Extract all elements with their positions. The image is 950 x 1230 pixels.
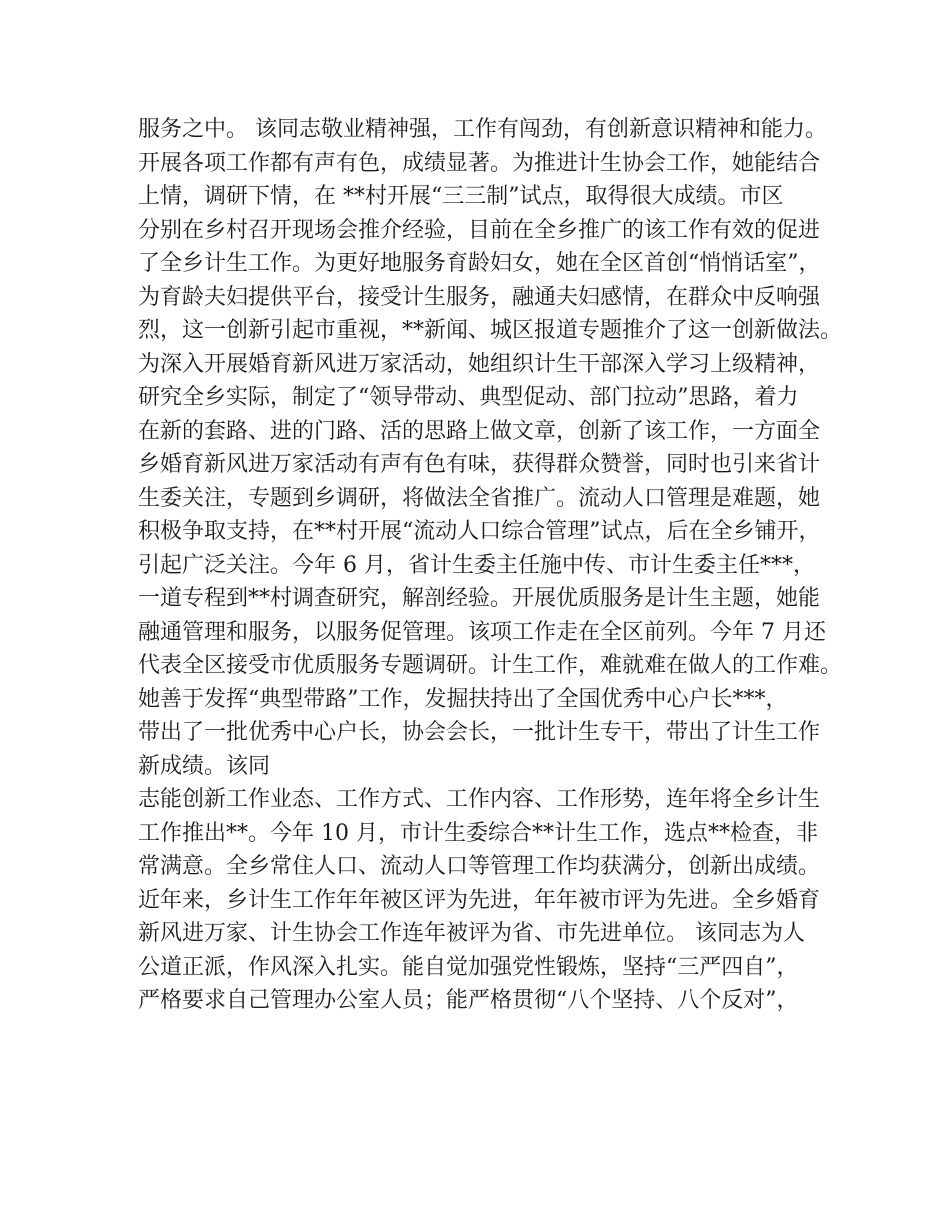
text-line: 为育龄夫妇提供平台，接受计生服务，融通夫妇感情，在群众中反响强 <box>138 284 821 310</box>
text-line: 她善于发挥“典型带路”工作，发掘扶持出了全国优秀中心户长***， <box>138 686 788 712</box>
text-line: 为深入开展婚育新风进万家活动，她组织计生干部深入学习上级精神， <box>138 351 821 377</box>
text-line: 开展各项工作都有声有色，成绩显著。为推进计生协会工作，她能结合 <box>138 150 821 176</box>
text-line: 一道专程到**村调查研究，解剖经验。开展优质服务是计生主题，她能 <box>138 586 821 611</box>
text-line: 常满意。全乡常住人口、流动人口等管理工作均获满分，创新出成绩。 <box>138 854 821 879</box>
text-line: 服务之中。 该同志敬业精神强，工作有闯劲，有创新意识精神和能力。 <box>138 117 827 142</box>
text-line: 严格要求自己管理办公室人员；能严格贯彻“八个坚持、八个反对”， <box>138 988 799 1013</box>
text-line: 工作推出**。今年 10 月，市计生委综合**计生工作，选点**检查，非 <box>138 820 818 846</box>
text-line: 了全乡计生工作。为更好地服务育龄妇女，她在全区首创“悄悄话室”， <box>138 251 821 276</box>
text-line: 分别在乡村召开现场会推介经验，目前在全乡推广的该工作有效的促进 <box>138 217 821 243</box>
text-line: 上情，调研下情，在 **村开展“三三制”试点，取得很大成绩。市区 <box>138 184 784 209</box>
text-line: 烈，这一创新引起市重视，**新闻、城区报道专题推介了这一创新做法。 <box>138 318 843 343</box>
text-line: 研究全乡实际，制定了“领导带动、典型促动、部门拉动”思路，着力 <box>138 385 799 410</box>
text-line: 积极争取支持，在**村开展“流动人口综合管理”试点，后在全乡铺开， <box>138 519 821 544</box>
body-text <box>138 113 843 1018</box>
text-line: 引起广泛关注。今年 6 月，省计生委主任施中传、市计生委主任***， <box>138 552 815 578</box>
text-line: 新成绩。该同 <box>138 753 271 779</box>
text-line: 融通管理和服务，以服务促管理。该项工作走在全区前列。今年 7 月还 <box>138 619 826 645</box>
text-line: 生委关注，专题到乡调研，将做法全省推广。流动人口管理是难题，她 <box>138 485 821 511</box>
text-line: 带出了一批优秀中心户长，协会会长，一批计生专干，带出了计生工作 <box>138 720 821 745</box>
text-line: 乡婚育新风进万家活动有声有色有味，获得群众赞誉，同时也引来省计 <box>138 452 821 477</box>
text-line: 公道正派，作风深入扎实。能自觉加强党性锻炼，坚持“三严四自”， <box>138 954 799 980</box>
text-line: 志能创新工作业态、工作方式、工作内容、工作形势，连年将全乡计生 <box>138 787 821 812</box>
text-line: 近年来，乡计生工作年年被区评为先进，年年被市评为先进。全乡婚育 <box>138 887 821 913</box>
text-line: 代表全区接受市优质服务专题调研。计生工作，难就难在做人的工作难。 <box>138 653 843 678</box>
text-line: 新风进万家、计生协会工作连年被评为省、市先进单位。 该同志为人 <box>138 921 805 946</box>
text-line: 在新的套路、进的门路、活的思路上做文章，创新了该工作，一方面全 <box>138 418 821 444</box>
